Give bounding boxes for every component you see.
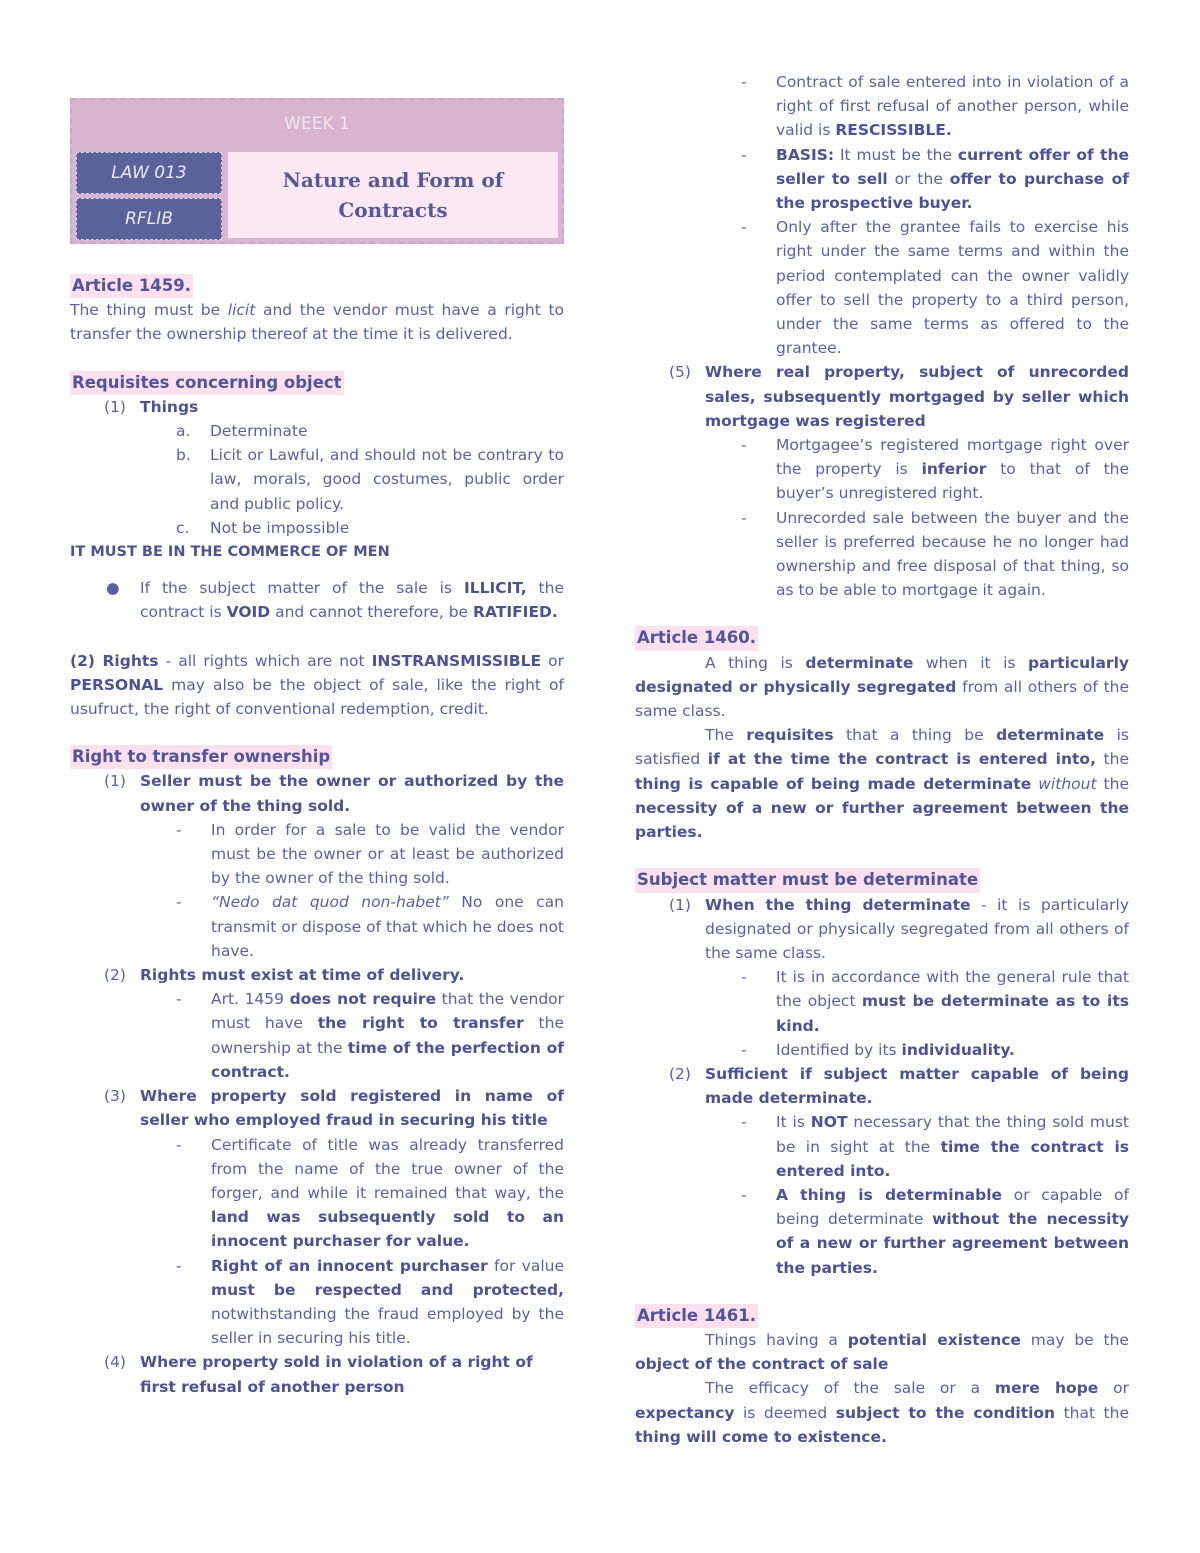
dash-item: - Mortgagee’s registered mortgage right over the property is inferior to that of the buyer’s unregistered right.: [741, 436, 1130, 503]
requisites-heading: Requisites concerning object: [70, 371, 344, 395]
dash-item: - Art. 1459 does not require that the vendor must have the right to transfer the ownership at the time of the perfection of contract.: [176, 990, 565, 1081]
dash-item: - Right of an innocent purchaser for value must be respected and protected, notwithstanding the fraud employed by the seller in securing his title.: [176, 1256, 564, 1348]
week-label: WEEK 1: [284, 114, 350, 134]
dash-item: - It is in accordance with the general rule that the object must be determinate as to its kind.: [741, 968, 1130, 1035]
list-item: (2) Sufficient if subject matter capable of being made determinate.: [669, 1064, 1129, 1108]
dash-item: - BASIS: It must be the current offer of the seller to sell or the offer to purchase of the prospective buyer.: [741, 145, 1129, 213]
list-item: (4) Where property sold in violation of a right of first refusal of another person: [104, 1353, 533, 1396]
right-column: [635, 70, 1129, 1449]
article-1459-text: The thing must be licit and the vendor must have a right to transfer the ownership thereof at the time it is delivered.: [70, 301, 565, 344]
document-title: [228, 152, 558, 238]
list-item: b. Licit or Lawful, and should not be contrary to law, morals, good costumes, public order and public policy.: [176, 446, 564, 513]
article-1459-heading: Article 1459.: [70, 274, 193, 298]
article-1461-p2: The efficacy of the sale or a mere hope or expectancy is deemed subject to the condition that the thing will come to existence.: [635, 1379, 1129, 1446]
dash-item: - “Nedo dat quod non-habet” No one can transmit or dispose of that which he does not have.: [176, 893, 565, 960]
article-1460-heading: Article 1460.: [635, 626, 758, 650]
dash-item: - A thing is determinable or capable of being determinate without the necessity of a new or further agreement between the parties.: [741, 1185, 1129, 1277]
article-1461-heading: Article 1461.: [635, 1304, 758, 1328]
list-item: (2) Rights must exist at time of delivery.: [104, 966, 465, 985]
dash-item: - In order for a sale to be valid the vendor must be the owner or at least be authorized by the owner of the thing sold.: [176, 820, 564, 888]
right-to-transfer-heading: Right to transfer ownership: [70, 745, 332, 769]
bullet-icon: ●: [106, 579, 120, 598]
list-item: c. Not be impossible: [176, 518, 350, 537]
dash-item: - Unrecorded sale between the buyer and the seller is preferred because he no longer had ownership and free disposal of that thing, so as to be able to mortgage it again.: [741, 508, 1129, 600]
commerce-note: IT MUST BE IN THE COMMERCE OF MEN: [70, 544, 390, 561]
bullet-item: ● If the subject matter of the sale is ILLICIT, the contract is VOID and cannot therefore, be RATIFIED.: [70, 576, 564, 624]
article-1460-p1: A thing is determinate when it is particularly designated or physically segregated from all others of the same class.: [635, 653, 1130, 721]
dash-item: - Only after the grantee fails to exercise his right under the same terms and within the period contemplated can the owner validly offer to sell the property to a third person, under the same terms as offered to the grantee.: [741, 218, 1129, 358]
list-item: (1) Things: [104, 397, 199, 416]
dash-item: - Identified by its individuality.: [741, 1040, 1015, 1059]
list-item: (5) Where real property, subject of unrecorded sales, subsequently mortgaged by seller which mortgage was registered: [669, 363, 1129, 430]
title-line-1: Nature and Form of: [282, 168, 504, 192]
list-item: (1) When the thing determinate - it is particularly designated or physically segregated from all others of the same class.: [669, 895, 1129, 962]
list-item: (3) Where property sold registered in name of seller who employed fraud in securing his title: [104, 1087, 564, 1130]
rights-paragraph: (2) Rights - all rights which are not INSTRANSMISSIBLE or PERSONAL may also be the object of sale, like the right of usufruct, the right of conventional redemption, credit.: [70, 651, 564, 719]
title-line-2: Contracts: [338, 198, 448, 222]
course-code-badge: LAW 013: [76, 152, 222, 194]
article-1461-p1: Things having a potential existence may be the object of the contract of sale: [635, 1330, 1129, 1374]
section-badge: RFLIB: [76, 198, 222, 240]
course-header: [70, 98, 564, 244]
list-item: (1) Seller must be the owner or authorized by the owner of the thing sold.: [104, 772, 564, 815]
subject-matter-heading: Subject matter must be determinate: [635, 868, 980, 892]
left-column: [70, 98, 564, 1399]
list-item: a. Determinate: [176, 422, 308, 441]
article-1460-p2: The requisites that a thing be determinate is satisfied if at the time the contract is entered into, the thing is capable of being made determinate without the necessity of a new or further agreement between the parties.: [635, 726, 1130, 842]
dash-item: - It is NOT necessary that the thing sold must be in sight at the time the contract is entered into.: [741, 1113, 1129, 1180]
dash-item: - Certificate of title was already transferred from the name of the true owner of the forger, and while it remained that way, the land was subsequently sold to an innocent purchaser for value.: [176, 1135, 564, 1251]
dash-item: - Contract of sale entered into in violation of a right of first refusal of another person, while valid is RESCISSIBLE.: [741, 73, 1129, 140]
